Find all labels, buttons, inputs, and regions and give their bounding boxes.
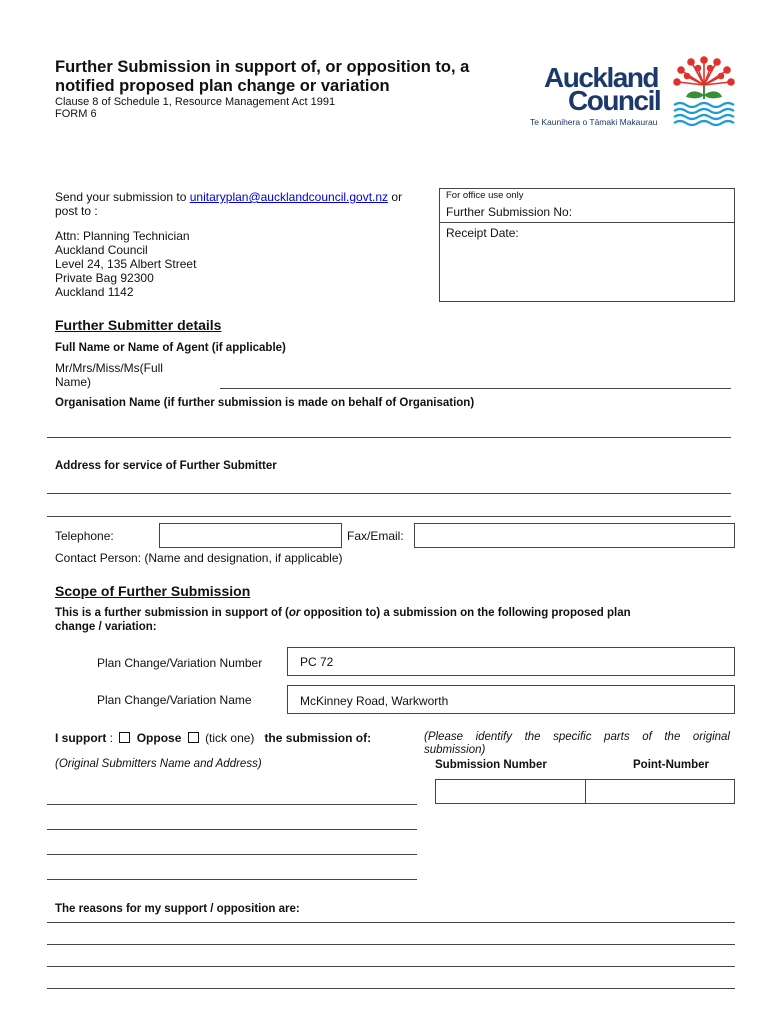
scope-intro-or: or	[288, 607, 301, 619]
title-label-line1: Mr/Mrs/Miss/Ms(Full	[55, 361, 163, 375]
submission-number-header: Submission Number	[435, 759, 547, 771]
support-label: I support	[55, 731, 107, 745]
reasons-line1[interactable]	[47, 922, 735, 923]
reasons-line4[interactable]	[47, 988, 735, 989]
support-colon: :	[109, 731, 114, 745]
address-field-line1[interactable]	[47, 493, 731, 494]
scope-heading: Scope of Further Submission	[55, 583, 251, 599]
send-prefix: Send your submission to	[55, 190, 187, 204]
original-submitter-line2[interactable]	[47, 829, 417, 830]
scope-intro-line1	[55, 606, 631, 620]
office-divider	[440, 222, 734, 223]
submission-number-input[interactable]	[435, 779, 586, 804]
tick-one-note: (tick one)	[205, 731, 255, 745]
original-submitter-line1[interactable]	[47, 804, 417, 805]
post-to-label: post to :	[55, 204, 98, 218]
identify-note-line2: submission)	[424, 744, 486, 756]
point-number-input[interactable]	[585, 779, 735, 804]
oppose-label: Oppose	[136, 731, 182, 745]
original-submitter-label: (Original Submitters Name and Address)	[55, 758, 262, 770]
scope-intro-part2: opposition to) a submission on the following proposed plan	[300, 607, 631, 619]
logo-word-council: Council	[568, 85, 661, 116]
organisation-field[interactable]	[47, 437, 731, 438]
receipt-date-label: Receipt Date:	[446, 226, 519, 240]
auckland-council-logo	[530, 55, 740, 130]
original-submitter-line4[interactable]	[47, 879, 417, 880]
title-label-line2: Name)	[55, 375, 92, 389]
form-number: FORM 6	[55, 108, 97, 120]
email-link[interactable]: unitaryplan@aucklandcouncil.govt.nz	[189, 190, 389, 204]
address-line: Auckland Council	[55, 243, 148, 257]
office-use-label: For office use only	[446, 190, 524, 201]
form-title-line1: Further Submission in support of, or opposition to, a	[55, 58, 470, 76]
submitter-heading: Further Submitter details	[55, 317, 222, 333]
plan-number-value: PC 72	[300, 655, 334, 669]
submission-of-label: the submission of:	[264, 731, 372, 745]
send-instructions	[55, 190, 402, 204]
plan-name-value: McKinney Road, Warkworth	[300, 694, 449, 708]
logo-tagline: Te Kaunihera o Tāmaki Makaurau	[530, 117, 658, 127]
telephone-input[interactable]	[159, 523, 342, 548]
point-number-header: Point-Number	[633, 759, 710, 771]
address-line: Private Bag 92300	[55, 271, 154, 285]
postal-address	[55, 229, 196, 299]
full-name-label: Full Name or Name of Agent (if applicable)	[55, 342, 286, 354]
support-checkbox[interactable]	[119, 732, 130, 743]
identify-note-line1: (Please identify the specific parts of the original	[424, 731, 730, 743]
fax-email-input[interactable]	[414, 523, 735, 548]
office-use-box	[439, 188, 735, 302]
send-suffix: or	[391, 190, 403, 204]
plan-name-label: Plan Change/Variation Name	[97, 693, 252, 707]
address-line: Attn: Planning Technician	[55, 229, 190, 243]
address-line: Auckland 1142	[55, 285, 134, 299]
organisation-label: Organisation Name (if further submission is made on behalf of Organisation)	[55, 397, 475, 409]
form-title-line2: notified proposed plan change or variation	[55, 77, 390, 95]
address-line: Level 24, 135 Albert Street	[55, 257, 197, 271]
pohutukawa-flower-icon	[672, 55, 736, 127]
reasons-label: The reasons for my support / opposition are:	[55, 903, 300, 915]
reasons-line3[interactable]	[47, 966, 735, 967]
plan-number-input[interactable]	[287, 647, 735, 676]
further-submission-no-label: Further Submission No:	[446, 205, 573, 219]
logo-word-auckland: Auckland	[544, 62, 659, 93]
clause-reference: Clause 8 of Schedule 1, Resource Management Act 1991	[55, 96, 336, 108]
scope-intro-part1: This is a further submission in support of (	[55, 607, 289, 619]
plan-number-label: Plan Change/Variation Number	[97, 656, 263, 670]
address-field-line2[interactable]	[47, 516, 731, 517]
contact-person-label: Contact Person: (Name and designation, if applicable)	[55, 551, 343, 565]
oppose-checkbox[interactable]	[188, 732, 199, 743]
full-name-field[interactable]	[220, 388, 731, 389]
telephone-label: Telephone:	[55, 529, 114, 543]
scope-intro-line2: change / variation:	[55, 621, 157, 633]
support-oppose-row	[55, 731, 371, 745]
fax-email-label: Fax/Email:	[347, 529, 404, 543]
plan-name-input[interactable]	[287, 685, 735, 714]
address-service-label: Address for service of Further Submitter	[55, 460, 277, 472]
reasons-line2[interactable]	[47, 944, 735, 945]
original-submitter-line3[interactable]	[47, 854, 417, 855]
